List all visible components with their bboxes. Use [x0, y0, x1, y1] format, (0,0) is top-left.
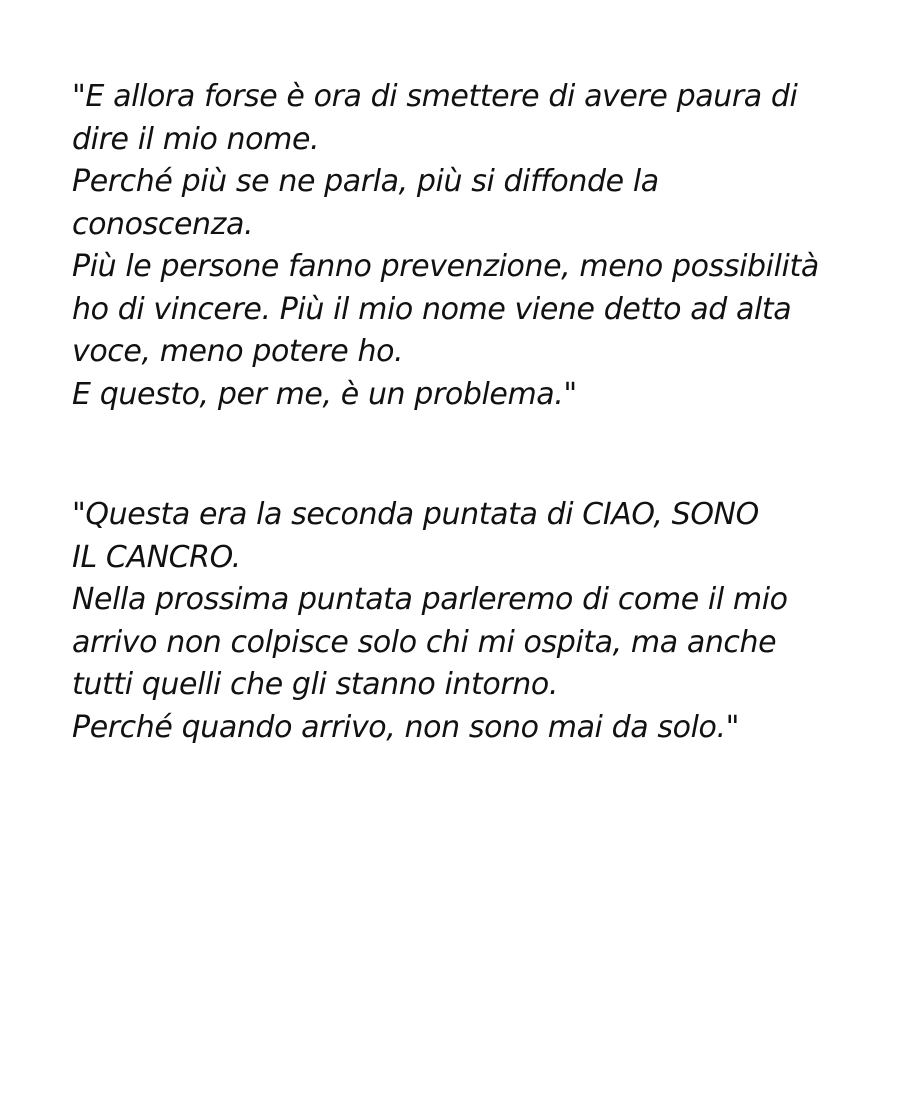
quote-1-line: dire il mio nome.: [72, 121, 320, 157]
quote-1-line: voce, meno potere ho.: [72, 334, 404, 369]
quote-1-line: E questo, per me, è un problema.": [72, 376, 577, 412]
quote-2-line: Nella prossima puntata parleremo di come il mio: [72, 582, 788, 617]
quote-1-line: "E allora forse è ora di smettere di avere paura di: [72, 79, 798, 114]
quote-2-line: Perché quando arrivo, non sono mai da solo.": [72, 709, 739, 745]
quote-2-line: arrivo non colpisce solo chi mi ospita, ma anche: [72, 624, 777, 660]
quote-paragraph-2: [72, 494, 862, 749]
quote-1-line: conoscenza.: [72, 206, 254, 242]
quote-2-line: IL CANCRO.: [72, 539, 241, 575]
quote-2-line: tutti quelli che gli stanno intorno.: [72, 667, 558, 702]
quote-2-line: "Questa era la seconda puntata di CIAO, SONO: [72, 497, 759, 532]
quote-paragraph-1: [72, 76, 862, 416]
quote-1-line: Perché più se ne parla, più si diffonde la: [72, 164, 659, 199]
quote-1-line: ho di vincere. Più il mio nome viene detto ad alta: [72, 291, 792, 327]
quote-1-line: Più le persone fanno prevenzione, meno possibilità: [72, 249, 819, 284]
